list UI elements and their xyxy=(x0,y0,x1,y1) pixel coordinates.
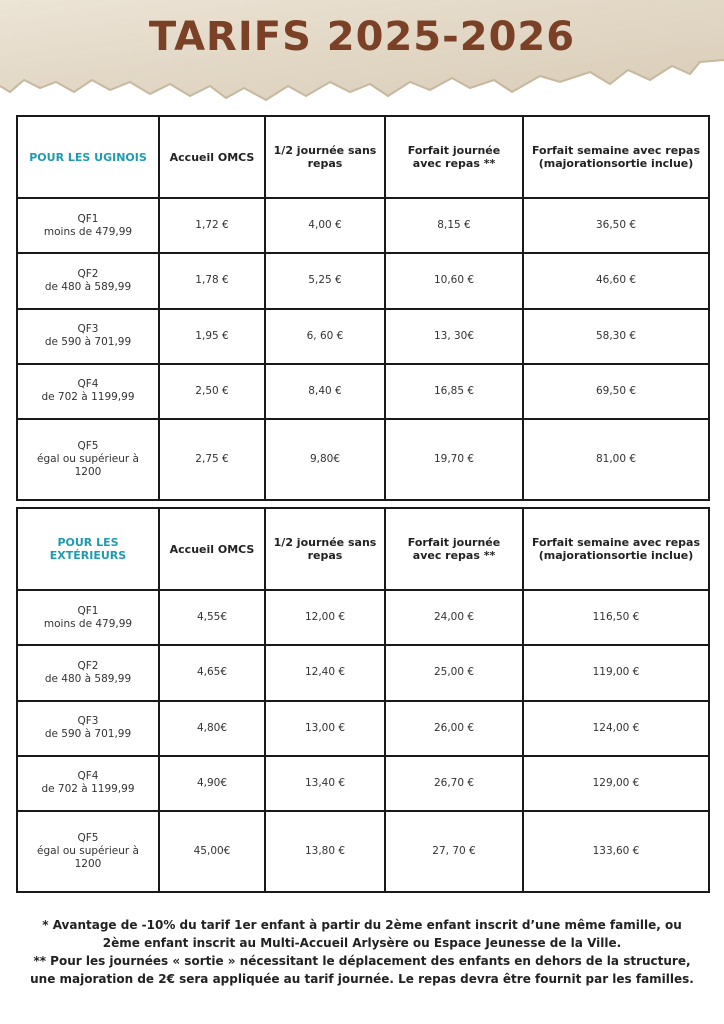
table-header-row xyxy=(17,508,709,590)
qf-cell: QF2 de 480 à 589,99 xyxy=(17,645,159,700)
price-cell: 5,25 € xyxy=(265,253,385,308)
table-row xyxy=(17,756,709,811)
price-cell: 8,15 € xyxy=(385,198,523,253)
price-cell: 1,72 € xyxy=(159,198,265,253)
table-row xyxy=(17,419,709,500)
column-header-forfait-journee: Forfait journée avec repas ** xyxy=(385,508,523,590)
qf-cell: QF4 de 702 à 1199,99 xyxy=(17,364,159,419)
price-cell: 26,70 € xyxy=(385,756,523,811)
footnotes xyxy=(0,916,724,988)
column-header-forfait-journee: Forfait journée avec repas ** xyxy=(385,116,523,198)
price-cell: 4,00 € xyxy=(265,198,385,253)
table-row xyxy=(17,701,709,756)
qf-cell: QF3 de 590 à 701,99 xyxy=(17,309,159,364)
qf-cell: QF1 moins de 479,99 xyxy=(17,198,159,253)
price-cell: 46,60 € xyxy=(523,253,709,308)
price-cell: 13,40 € xyxy=(265,756,385,811)
column-header-accueil: Accueil OMCS xyxy=(159,508,265,590)
price-cell: 24,00 € xyxy=(385,590,523,645)
table-row xyxy=(17,590,709,645)
price-cell: 2,50 € xyxy=(159,364,265,419)
price-cell: 16,85 € xyxy=(385,364,523,419)
column-header-demi-journee: 1/2 journée sans repas xyxy=(265,116,385,198)
qf-cell: QF1 moins de 479,99 xyxy=(17,590,159,645)
price-cell: 6, 60 € xyxy=(265,309,385,364)
price-cell: 1,78 € xyxy=(159,253,265,308)
column-header-demi-journee: 1/2 journée sans repas xyxy=(265,508,385,590)
qf-cell: QF5 égal ou supérieur à 1200 xyxy=(17,811,159,892)
price-cell: 129,00 € xyxy=(523,756,709,811)
price-cell: 124,00 € xyxy=(523,701,709,756)
qf-cell: QF3 de 590 à 701,99 xyxy=(17,701,159,756)
price-cell: 27, 70 € xyxy=(385,811,523,892)
price-cell: 58,30 € xyxy=(523,309,709,364)
qf-cell: QF4 de 702 à 1199,99 xyxy=(17,756,159,811)
column-header-forfait-semaine: Forfait semaine avec repas (majorationsortie inclue) xyxy=(523,116,709,198)
price-cell: 2,75 € xyxy=(159,419,265,500)
price-cell: 4,80€ xyxy=(159,701,265,756)
price-cell: 13,80 € xyxy=(265,811,385,892)
tarifs-table-exterieurs xyxy=(16,507,710,893)
price-cell: 13, 30€ xyxy=(385,309,523,364)
price-cell: 10,60 € xyxy=(385,253,523,308)
price-cell: 9,80€ xyxy=(265,419,385,500)
table-header-row xyxy=(17,116,709,198)
price-cell: 19,70 € xyxy=(385,419,523,500)
table-row xyxy=(17,364,709,419)
footnote-line: une majoration de 2€ sera appliquée au tarif journée. Le repas devra être fournit par les familles. xyxy=(30,972,694,986)
page-title: TARIFS 2025-2026 xyxy=(148,14,576,60)
qf-cell: QF5 égal ou supérieur à 1200 xyxy=(17,419,159,500)
column-header-accueil: Accueil OMCS xyxy=(159,116,265,198)
price-cell: 1,95 € xyxy=(159,309,265,364)
price-cell: 4,55€ xyxy=(159,590,265,645)
price-cell: 81,00 € xyxy=(523,419,709,500)
group-label: POUR LES EXTÉRIEURS xyxy=(17,508,159,590)
price-cell: 133,60 € xyxy=(523,811,709,892)
price-cell: 13,00 € xyxy=(265,701,385,756)
price-cell: 26,00 € xyxy=(385,701,523,756)
footnote-line: * Avantage de -10% du tarif 1er enfant à partir du 2ème enfant inscrit d’une même famille, ou xyxy=(42,918,682,932)
price-cell: 12,00 € xyxy=(265,590,385,645)
footnote-line: 2ème enfant inscrit au Multi-Accueil Arlysère ou Espace Jeunesse de la Ville. xyxy=(102,936,622,950)
table-row xyxy=(17,198,709,253)
price-cell: 8,40 € xyxy=(265,364,385,419)
price-cell: 25,00 € xyxy=(385,645,523,700)
tarifs-table-uginois xyxy=(16,115,710,501)
price-cell: 45,00€ xyxy=(159,811,265,892)
table-row xyxy=(17,811,709,892)
table-row xyxy=(17,645,709,700)
price-cell: 4,90€ xyxy=(159,756,265,811)
price-cell: 36,50 € xyxy=(523,198,709,253)
price-cell: 116,50 € xyxy=(523,590,709,645)
header-banner xyxy=(0,0,724,118)
qf-cell: QF2 de 480 à 589,99 xyxy=(17,253,159,308)
price-cell: 119,00 € xyxy=(523,645,709,700)
price-cell: 12,40 € xyxy=(265,645,385,700)
table-row xyxy=(17,253,709,308)
table-row xyxy=(17,309,709,364)
column-header-forfait-semaine: Forfait semaine avec repas (majorationsortie inclue) xyxy=(523,508,709,590)
group-label: POUR LES UGINOIS xyxy=(17,116,159,198)
footnote-line: ** Pour les journées « sortie » nécessitant le déplacement des enfants en dehors de la structure, xyxy=(33,954,691,968)
price-cell: 69,50 € xyxy=(523,364,709,419)
price-cell: 4,65€ xyxy=(159,645,265,700)
